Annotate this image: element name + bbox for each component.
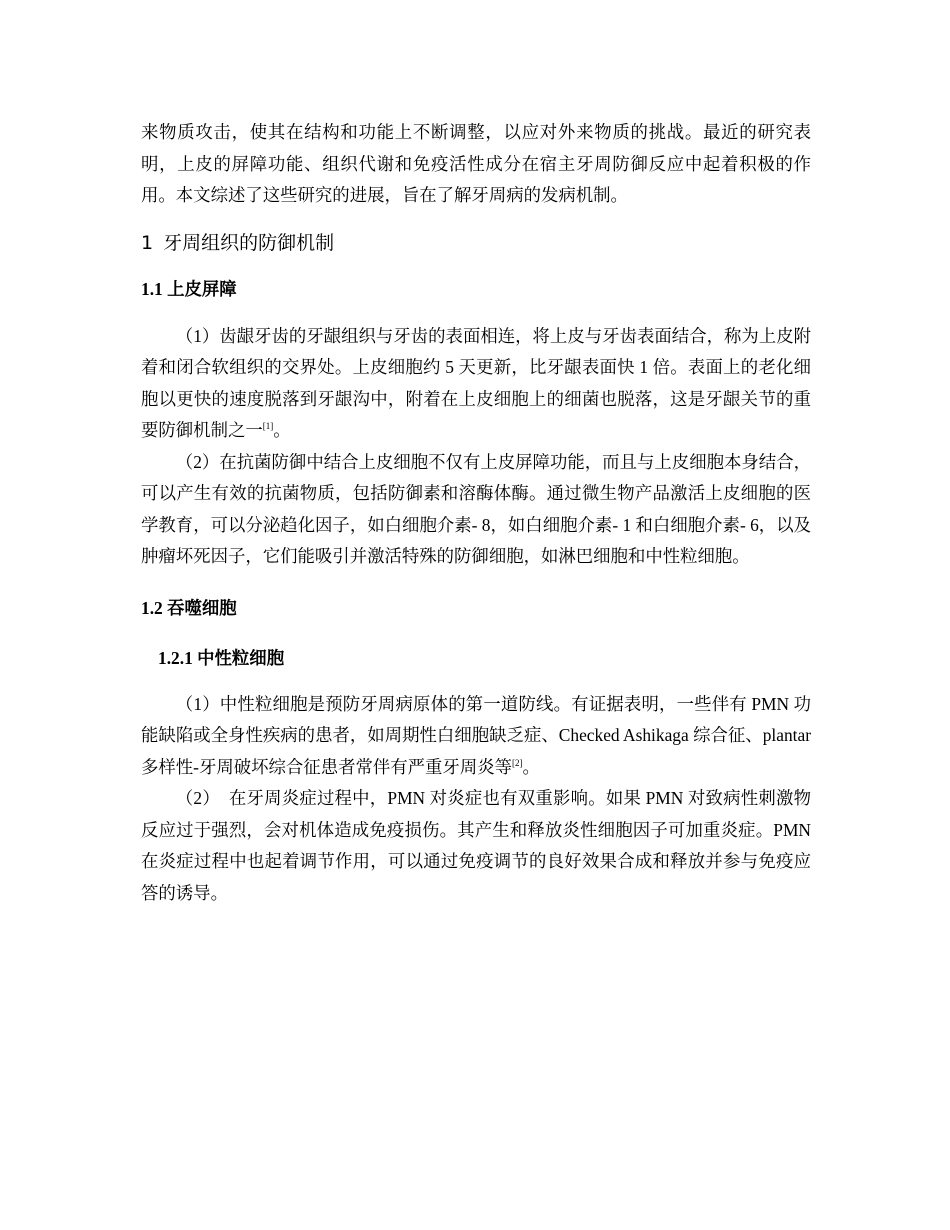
- section-title: 牙周组织的防御机制: [163, 231, 335, 254]
- subsection-heading-phagocytes: 1.2 吞噬细胞: [141, 597, 237, 618]
- citation-ref[interactable]: [2]: [512, 757, 523, 768]
- paragraph-epithelial-1: [141, 321, 811, 447]
- paragraph-neutrophils-1: [141, 689, 811, 784]
- citation-ref[interactable]: [1]: [262, 421, 274, 431]
- intro-paragraph: 来物质攻击，使其在结构和功能上不断调整，以应对外来物质的挑战。最近的研究表明，上皮的屏障功能、组织代谢和免疫活性成分在宿主牙周防御反应中起着积极的作用。本文综述了这些研究的进展，旨在了解牙周病的发病机制。: [141, 122, 811, 205]
- section-number: 1: [141, 231, 154, 254]
- paragraph-end: 。: [522, 756, 540, 777]
- paragraph-epithelial-2: （2）在抗菌防御中结合上皮细胞不仅有上皮屏障功能，而且与上皮细胞本身结合，可以产生有效的抗菌物质，包括防御素和溶酶体酶。通过微生物产品激活上皮细胞的医学教育，可以分泌趋化因子，如白细胞介素- 8，如白细胞介素- 1 和白细胞介素- 6，以及肿瘤坏死因子，它们能吸引并激活特殊的防御细胞，如淋巴细胞和中性粒细胞。: [141, 451, 811, 566]
- section-heading: [141, 228, 811, 258]
- paragraph-neutrophils-2: （2） 在牙周炎症过程中，PMN 对炎症也有双重影响。如果 PMN 对致病性刺激物反应过于强烈，会对机体造成免疫损伤。其产生和释放炎性细胞因子可加重炎症。PMN 在炎症过程中也起着调节作用，可以通过免疫调节的良好效果合成和释放并参与免疫应答的诱导。: [141, 788, 811, 903]
- document-body: [141, 117, 811, 909]
- paragraph-end: 。: [273, 420, 291, 440]
- paragraph-text: （1）齿龈牙齿的牙龈组织与牙齿的表面相连，将上皮与牙齿表面结合，称为上皮附着和闭合软组织的交界处。上皮细胞约 5 天更新，比牙龈表面快 1 倍。表面上的老化细胞以更快的速度脱落到牙龈沟中，附着在上皮细胞上的细菌也脱落，这是牙龈关节的重要防御机制之一: [141, 325, 811, 440]
- subsubsection-heading-neutrophils: 1.2.1 中性粒细胞: [158, 647, 285, 668]
- subsection-heading-epithelial-barrier: 1.1 上皮屏障: [141, 278, 237, 299]
- paragraph-text: （1）中性粒细胞是预防牙周病原体的第一道防线。有证据表明，一些伴有 PMN 功能缺陷或全身性疾病的患者，如周期性白细胞缺乏症、Checked Ashikaga 综合征、plantar 多样性-牙周破坏综合征患者常伴有严重牙周炎等: [141, 693, 811, 777]
